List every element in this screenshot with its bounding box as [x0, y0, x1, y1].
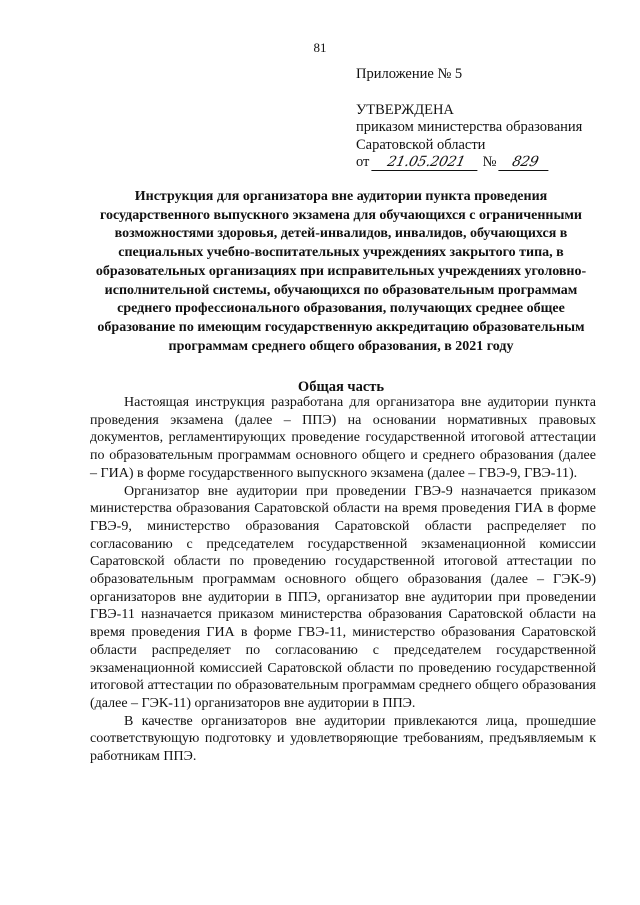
handwritten-date: 21.05.2021 — [371, 155, 480, 171]
order-line-2: Саратовской области — [356, 136, 486, 153]
body-text — [90, 394, 596, 766]
approved-label: УТВЕРЖДЕНА — [356, 101, 454, 118]
paragraph-1: Настоящая инструкция разработана для организатора вне аудитории пункта проведения экзамена (далее – ППЭ) на основании нормативных правовых документов, регламентирующих проведение государственной итоговой аттестации по образовательным программам основного общего и среднего образования (далее – ГИА) в форме государственного выпускного экзамена (далее – ГВЭ-9, ГВЭ-11). — [90, 395, 596, 481]
order-line-1: приказом министерства образования — [356, 119, 583, 136]
page-number: 81 — [313, 40, 327, 55]
paragraph-3: В качестве организаторов вне аудитории привлекаются лица, прошедшие соответствующую подготовку и удовлетворяющие требованиям, предъявляемым к работникам ППЭ. — [90, 713, 596, 765]
date-prefix: от — [356, 154, 370, 171]
document-title: Инструкция для организатора вне аудитории пункта проведения государственного выпускного экзамена для обучающихся с ограниченными возможностями здоровья, детей-инвалидов, инвалидов, обучающихся в специальных учебно-воспитательных учреждениях закрытого типа, в образовательных организациях при исправительных учреждениях уголовно-исполнительной системы, обучающихся по образовательным программам среднего профессионального образования, получающих среднее общее образование по имеющим государственную аккредитацию образовательным программам среднего общего образования, в 2021 году — [95, 189, 587, 354]
paragraph-2: Организатор вне аудитории при проведении ГВЭ-9 назначается приказом министерства образования Саратовской области на время проведения ГИА в форме ГВЭ-9, министерство образования Саратовской области распределяет по согласованию с председателем государственной экзаменационной комиссии Саратовской области по проведению государственной итоговой аттестации по образовательным программам основного общего образования (далее – ГЭК-9) организаторов вне аудитории в ППЭ, организатор вне аудитории при проведении ГВЭ-11 назначается приказом министерства образования Саратовской области на время проведения ГИА в форме ГВЭ-11, министерство образования Саратовской области распределяет по согласованию с председателем государственной экзаменационной комиссией Саратовской области по проведению государственной итоговой аттестации по образовательным программам среднего общего образования (далее – ГЭК-11) организаторов вне аудитории в ППЭ. — [90, 483, 596, 711]
appendix-label: Приложение № 5 — [356, 66, 463, 82]
order-date-row — [356, 154, 606, 172]
section-heading: Общая часть — [297, 379, 385, 395]
number-prefix: № — [482, 154, 497, 171]
approval-block — [356, 66, 606, 172]
handwritten-number: 829 — [498, 155, 551, 171]
